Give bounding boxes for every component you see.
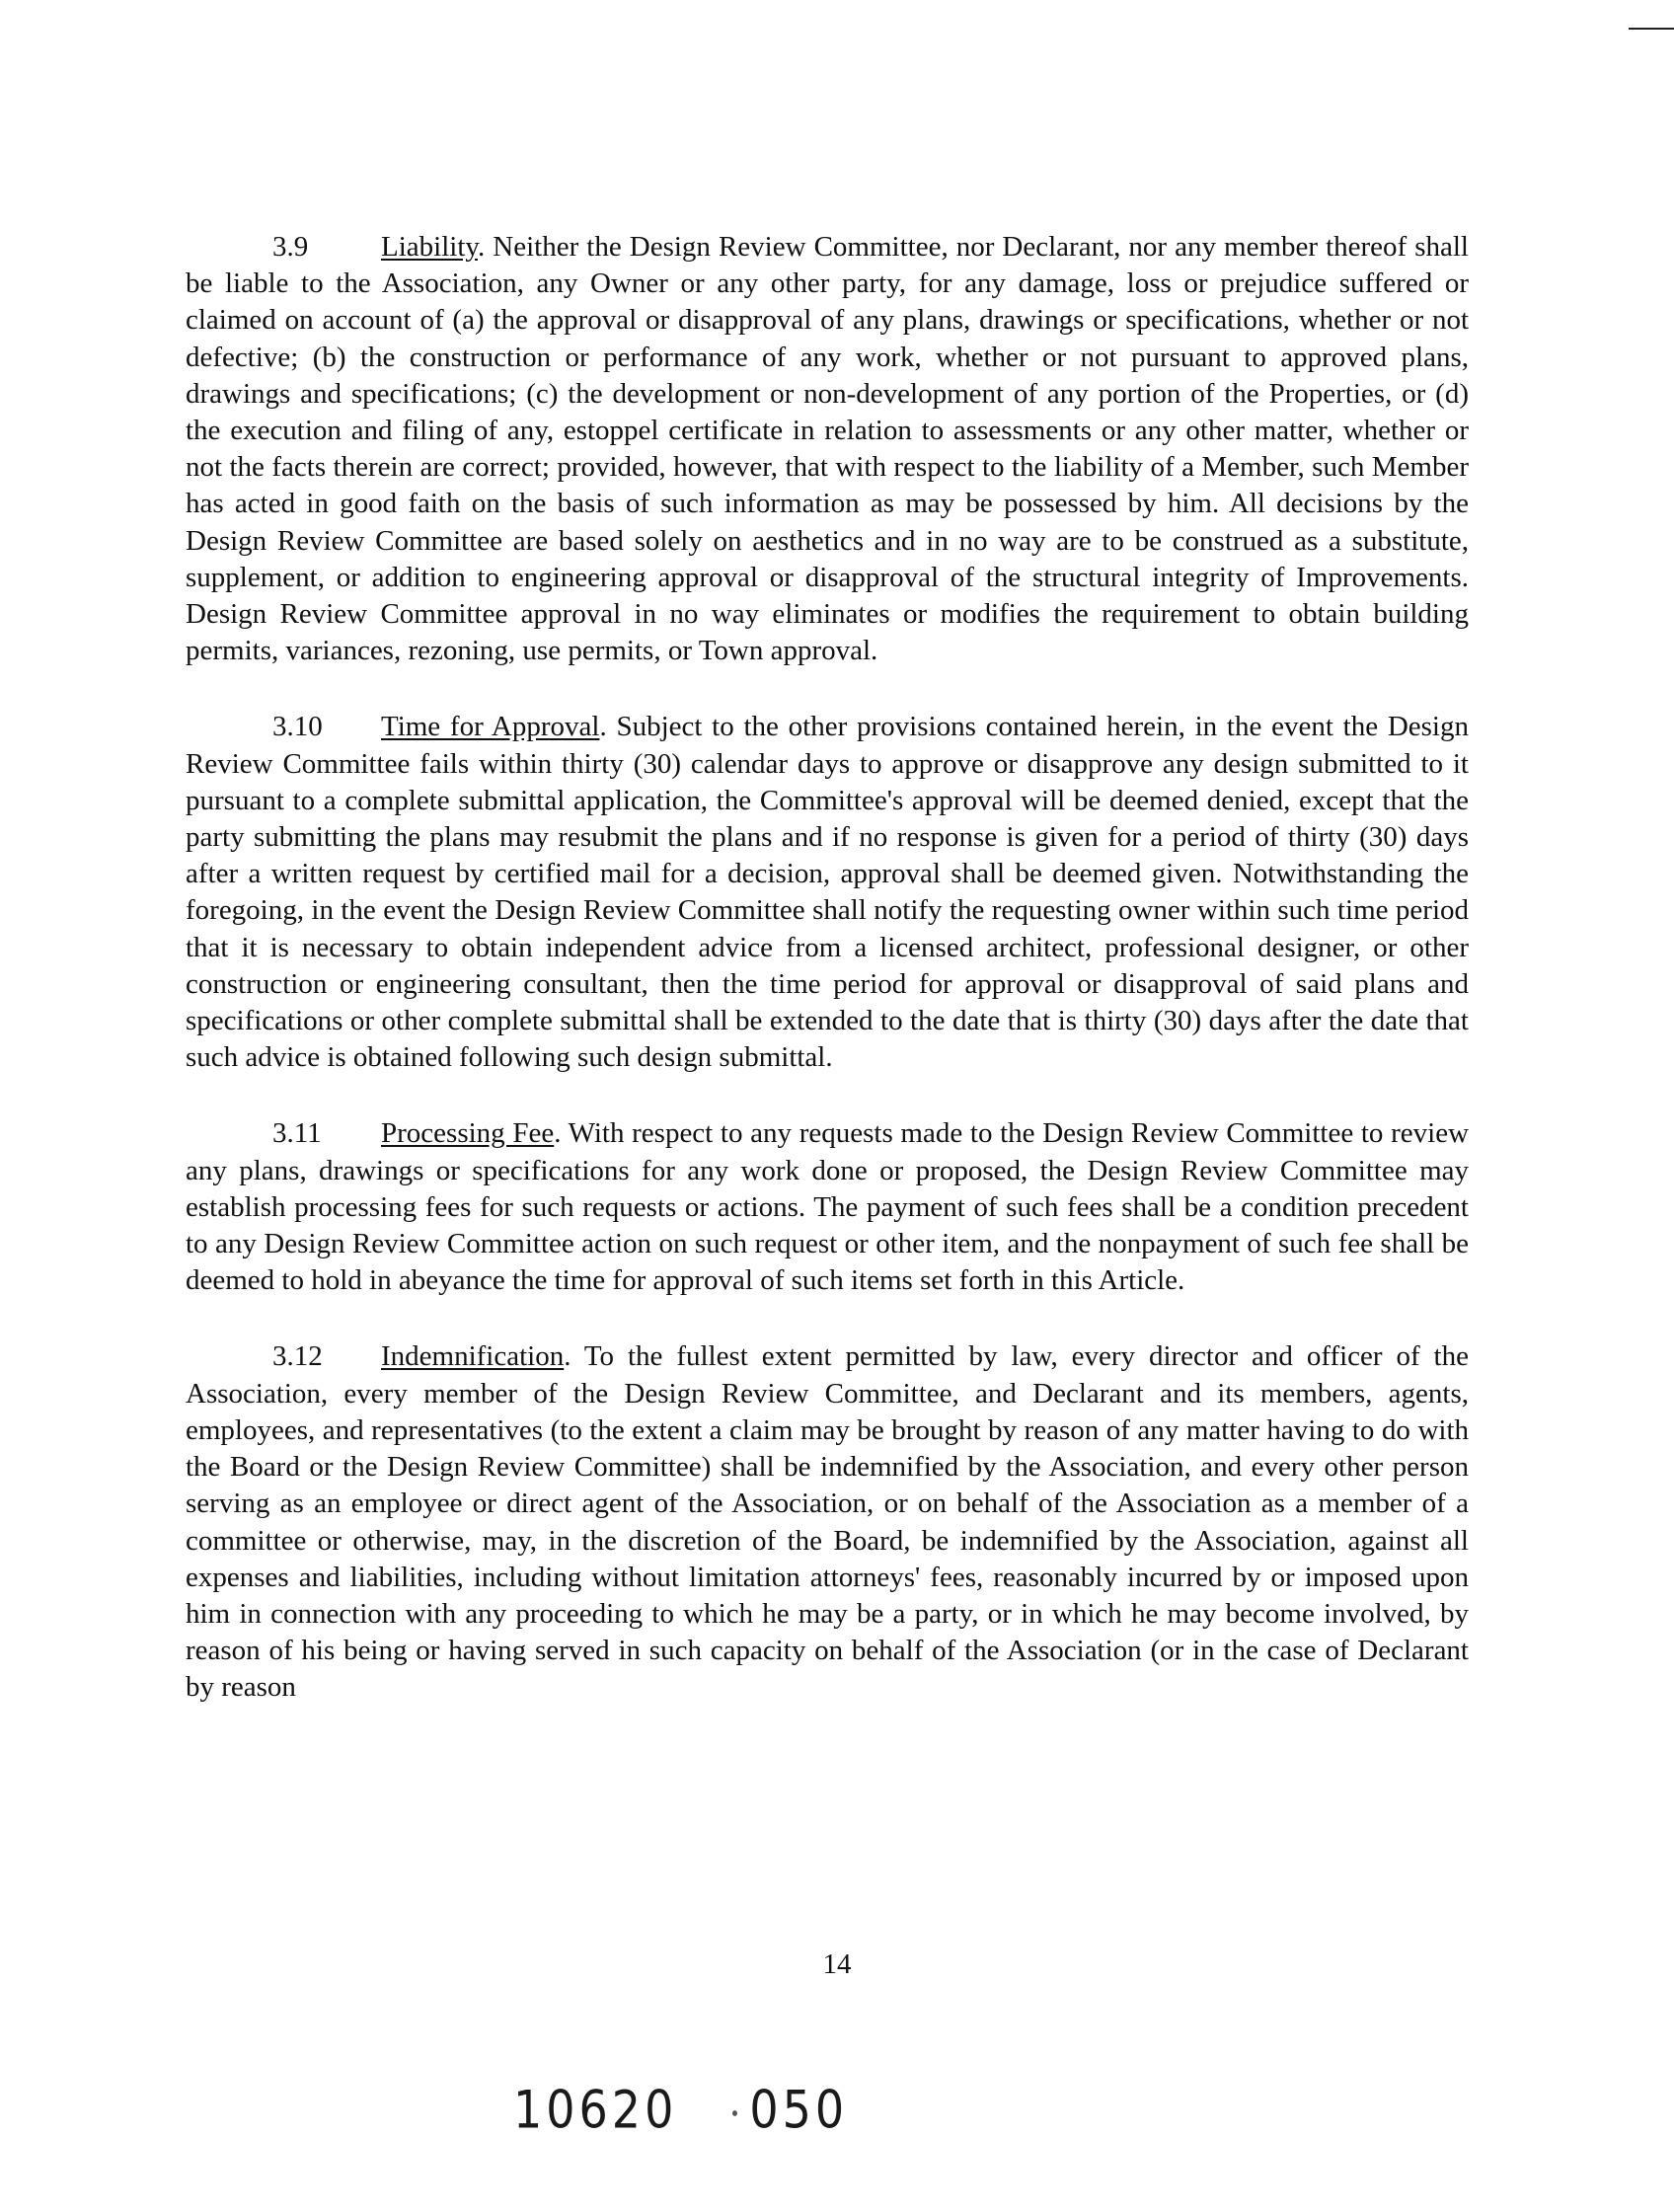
section-text: . With respect to any requests made to the Design Review Committee to review any plans, drawings or specifications for any work done or proposed, the Design Review Committee may establish processing fees for such requests or actions. The payment of such fees shall be a condition precedent to any Design Review Committee action on such request or other item, and the nonpayment of such fee shall be deemed to hold in abeyance the time for approval of such items set forth in this Article. — [186, 1117, 1470, 1297]
section-3-12 — [186, 1338, 1469, 1706]
section-text: . To the fullest extent permitted by law, every director and officer of the Association, every member of the Design Review Committee, and Declarant and its members, agents, employees, and representatives (to the extent a claim may be brought by reason of any matter having to do with the Board or the Design Review Committee) shall be indemnified by the Association, and every other person serving as an employee or direct agent of the Association, or on behalf of the Association as a member of a committee or otherwise, may, in the discretion of the Board, be indemnified by the Association, against all expenses and liabilities, including without limitation attorneys' fees, reasonably incurred by or imposed upon him in connection with any proceeding to which he may be a party, or in which he may become involved, by reason of his being or having served in such capacity on behalf of the Association (or in the case of Declarant by reason — [186, 1340, 1469, 1704]
page-number: 14 — [822, 1948, 852, 1980]
section-number: 3.9 — [272, 231, 309, 263]
section-number: 3.12 — [272, 1340, 323, 1373]
stamp-dot — [732, 2110, 737, 2116]
section-heading: Processing Fee — [381, 1117, 555, 1150]
corner-mark — [1629, 28, 1674, 30]
section-3-9 — [186, 229, 1469, 669]
section-text: . Subject to the other provisions contained herein, in the event the Design Review Committee fails within thirty (30) calendar days to approve or disapprove any design submitted to it pursuant to a complete submittal application, the Committee's approval will be deemed denied, except that the party submitting the plans may resubmit the plans and if no response is given for a period of thirty (30) days after a written request by certified mail for a decision, approval shall be deemed given. Notwithstanding the foregoing, in the event the Design Review Committee shall notify the requesting owner within such time period that it is necessary to obtain independent advice from a licensed architect, professional designer, or other construction or engineering consultant, then the time period for approval or disapproval of said plans and specifications or other complete submittal shall be extended to the date that is thirty (30) days after the date that such advice is obtained following such design submittal. — [186, 711, 1469, 1074]
recording-stamp — [513, 2079, 848, 2140]
section-heading: Time for Approval — [381, 711, 600, 743]
section-heading: Liability — [381, 231, 478, 263]
section-text: . Neither the Design Review Committee, nor Declarant, nor any member thereof shall be liable to the Association, any Owner or any other party, for any damage, loss or prejudice suffered or claimed on account of (a) the approval or disapproval of any plans, drawings or specifications, whether or not defective; (b) the construction or performance of any work, whether or not pursuant to approved plans, drawings and specifications; (c) the development or non-development of any portion of the Properties, or (d) the execution and filing of any, estoppel certificate in relation to assessments or any other matter, whether or not the facts therein are correct; provided, however, that with respect to the liability of a Member, such Member has acted in good faith on the basis of such information as may be possessed by him. All decisions by the Design Review Committee are based solely on aesthetics and in no way are to be construed as a substitute, supplement, or addition to engineering approval or disapproval of the structural integrity of Improvements. Design Review Committee approval in no way eliminates or modifies the requirement to obtain building permits, variances, rezoning, use permits, or Town approval. — [186, 231, 1469, 667]
section-number: 3.11 — [272, 1117, 322, 1150]
document-body — [186, 229, 1469, 1746]
section-number: 3.10 — [272, 711, 323, 743]
section-3-11 — [186, 1115, 1469, 1299]
stamp-book-number: 10620 — [513, 2078, 678, 2141]
stamp-page-number: 050 — [749, 2078, 849, 2141]
section-3-10 — [186, 709, 1469, 1076]
section-heading: Indemnification — [381, 1340, 565, 1373]
